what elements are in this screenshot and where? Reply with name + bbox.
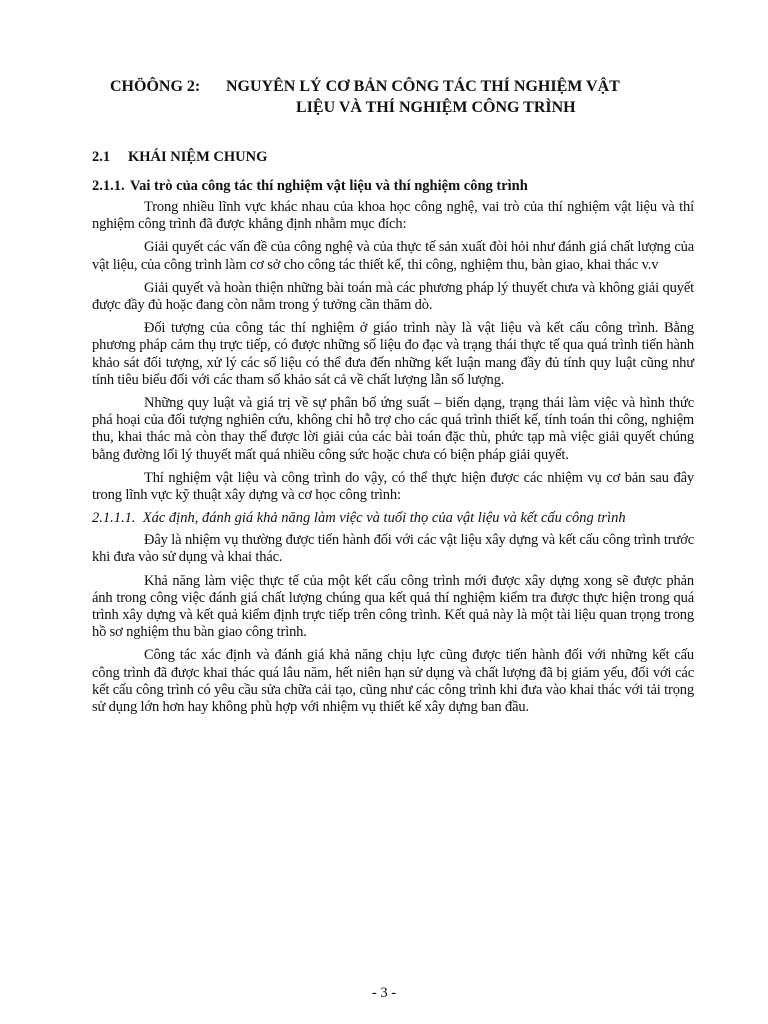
section-number: 2.1 [92,149,111,165]
document-body [92,148,694,722]
chapter-label: CHÖÔNG 2: [110,78,201,95]
paragraph: Những quy luật và giá trị về sự phân bố ứng suất – biến dạng, trạng thái làm việc và hình thức phá hoại của đối tượng nghiên cứu, không chỉ hỗ trợ cho các quá trình thiết kế, tính toán thi công, nghiệm thu, khai thác mà còn thay thế được lời giải của các bài toán đặc thù, phức tạp mà việc giải quyết chúng bằng đường lối lý thuyết mất quá nhiều công sức hoặc chưa có biện pháp giải quyết. [92,395,694,463]
paragraph: Đây là nhiệm vụ thường được tiến hành đối với các vật liệu xây dựng và kết cấu công trình trước khi đưa vào sử dụng và khai thác. [92,532,694,566]
paragraph: Khả năng làm việc thực tế của một kết cấu công trình mới được xây dựng xong sẽ được phản ánh trong công việc đánh giá chất lượng chúng qua kết quả thí nghiệm kiểm tra được thực hiện trong quá trình xây dựng và kết quả kiểm định trực tiếp trên công trình. Kết quả này là một tài liệu quan trọng trong hồ sơ nghiệm thu bàn giao công trình. [92,572,694,641]
subsection-heading [92,177,694,195]
chapter-title-line-2: LIỆU VÀ THÍ NGHIỆM CÔNG TRÌNH [296,99,576,116]
paragraph: Thí nghiệm vật liệu và công trình do vậy, có thể thực hiện được các nhiệm vụ cơ bản sau đây trong lĩnh vực kỹ thuật xây dựng và cơ học công trình: [92,469,694,504]
subsection-title: Vai trò của công tác thí nghiệm vật liệu và thí nghiệm công trình [130,178,528,194]
paragraph: Trong nhiều lĩnh vực khác nhau của khoa học công nghệ, vai trò của thí nghiệm vật liệu và thí nghiệm công trình đã được khẳng định nhằm mục đích: [92,199,694,233]
paragraph: Đối tượng của công tác thí nghiệm ở giáo trình này là vật liệu và kết cấu công trình. Bằng phương pháp cảm thụ trực tiếp, có được những số liệu đo đạc và trạng thái thực tế qua quá trình tiến hành khảo sát đối tượng, xử lý các số liệu có thể đưa đến những kết luận mang đầy đủ tính quy luật cũng như tính tiêu biểu đối với các tham số khảo sát cả về chất lượng lẫn số lượng. [92,320,694,388]
section-title: KHÁI NIỆM CHUNG [128,149,268,165]
chapter-title-text-1: NGUYÊN LÝ CƠ BẢN CÔNG TÁC THÍ NGHIỆM VẬT [226,78,620,95]
paragraph: Giải quyết và hoàn thiện những bài toán mà các phương pháp lý thuyết chưa và không giải quyết được đầy đủ hoặc đang còn nằm trong ý tưởng cần thăm dò. [92,279,694,314]
subsection-number: 2.1.1. [92,178,125,194]
chapter-title [110,76,690,118]
page-number: - 3 - [371,985,397,1001]
subsubsection-number: 2.1.1.1. [92,510,136,527]
paragraph: Công tác xác định và đánh giá khả năng chịu lực cũng được tiến hành đối với những kết cấu công trình đã được khai thác quá lâu năm, hết niên hạn sử dụng và chất lượng đã bị giảm yếu, đối với các kết cấu công trình có yêu cầu sửa chữa cải tạo, cũng như các công trình khi đưa vào khai thác với tải trọng sử dụng lớn hơn hay không phù hợp với nhiệm vụ thiết kế xây dựng ban đầu. [92,647,694,716]
section-heading [92,148,694,166]
paragraph: Giải quyết các vấn đề của công nghệ và của thực tế sản xuất đòi hỏi như đánh giá chất lượng của vật liệu, của công trình làm cơ sở cho công tác thiết kế, thi công, nghiệm thu, bàn giao, khai thác v.v [92,239,694,273]
subsubsection-heading [92,510,694,527]
subsubsection-title: Xác định, đánh giá khả năng làm việc và tuổi thọ của vật liệu và kết cấu công trình [142,510,626,527]
chapter-title-line-1 [110,76,690,97]
